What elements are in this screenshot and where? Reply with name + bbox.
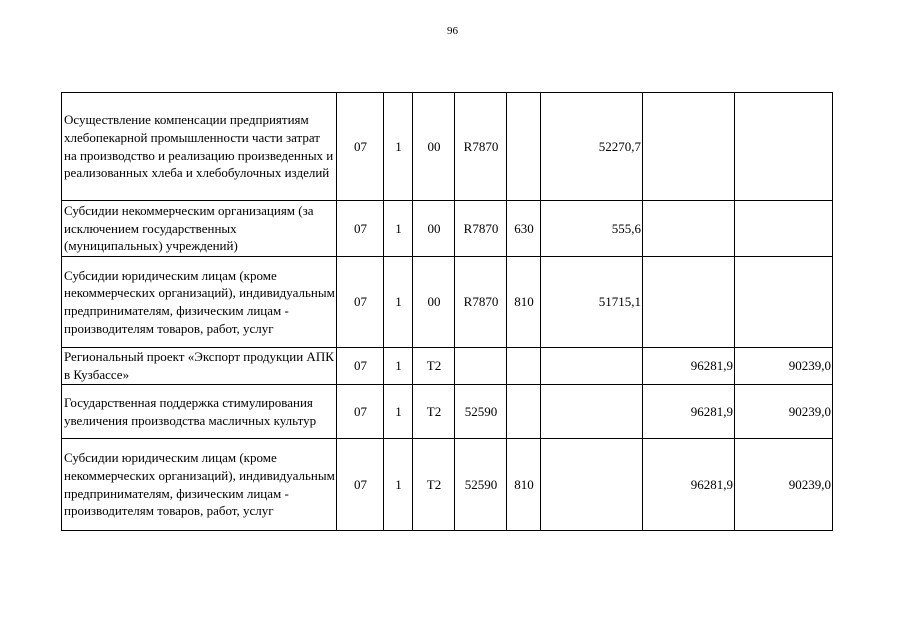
cell-code-5: 810 [507,439,541,531]
table-row [62,93,833,201]
budget-table [61,92,833,531]
table-row [62,257,833,348]
cell-value-2: 96281,9 [643,348,735,385]
table-row [62,439,833,531]
cell-code-2: 1 [384,257,413,348]
cell-value-1 [541,439,643,531]
cell-code-3: T2 [413,439,455,531]
cell-value-3: 90239,0 [735,439,833,531]
cell-value-2: 96281,9 [643,439,735,531]
cell-code-4: 52590 [455,385,507,439]
cell-code-5 [507,385,541,439]
cell-code-5 [507,348,541,385]
row-name: Субсидии некоммерческим организациям (за исключением государственных (муниципальных) учреждений) [62,201,337,257]
page-number: 96 [447,25,458,37]
cell-value-1: 555,6 [541,201,643,257]
cell-code-3: 00 [413,93,455,201]
cell-code-2: 1 [384,385,413,439]
cell-value-2 [643,93,735,201]
row-name: Региональный проект «Экспорт продукции АПК в Кузбассе» [62,348,337,385]
cell-code-1: 07 [337,385,384,439]
cell-code-5: 630 [507,201,541,257]
row-name: Субсидии юридическим лицам (кроме некоммерческих организаций), индивидуальным предпринимателям, физическим лицам - производителям товаров, работ, услуг [62,257,337,348]
row-name: Осуществление компенсации предприятиям хлебопекарной промышленности части затрат на производство и реализацию произведенных и реализованных хлеба и хлебобулочных изделий [62,93,337,201]
cell-value-2: 96281,9 [643,385,735,439]
cell-code-1: 07 [337,93,384,201]
cell-code-3: 00 [413,201,455,257]
table-row [62,348,833,385]
cell-code-3: T2 [413,385,455,439]
cell-value-2 [643,257,735,348]
cell-value-3: 90239,0 [735,385,833,439]
cell-value-2 [643,201,735,257]
cell-code-4 [455,348,507,385]
table-row [62,385,833,439]
cell-code-2: 1 [384,201,413,257]
cell-value-3 [735,257,833,348]
cell-code-1: 07 [337,257,384,348]
cell-code-1: 07 [337,201,384,257]
cell-code-4: 52590 [455,439,507,531]
row-name: Государственная поддержка стимулирования увеличения производства масличных культур [62,385,337,439]
cell-code-2: 1 [384,348,413,385]
cell-code-5: 810 [507,257,541,348]
cell-code-3: 00 [413,257,455,348]
cell-value-1: 51715,1 [541,257,643,348]
cell-value-1 [541,348,643,385]
cell-code-1: 07 [337,348,384,385]
cell-value-3 [735,93,833,201]
cell-value-3: 90239,0 [735,348,833,385]
row-name: Субсидии юридическим лицам (кроме некоммерческих организаций), индивидуальным предпринимателям, физическим лицам - производителям товаров, работ, услуг [62,439,337,531]
cell-code-1: 07 [337,439,384,531]
cell-code-4: R7870 [455,257,507,348]
cell-code-3: T2 [413,348,455,385]
cell-code-2: 1 [384,93,413,201]
cell-code-4: R7870 [455,93,507,201]
cell-code-4: R7870 [455,201,507,257]
cell-value-3 [735,201,833,257]
cell-code-2: 1 [384,439,413,531]
cell-value-1: 52270,7 [541,93,643,201]
cell-value-1 [541,385,643,439]
cell-code-5 [507,93,541,201]
table-row [62,201,833,257]
